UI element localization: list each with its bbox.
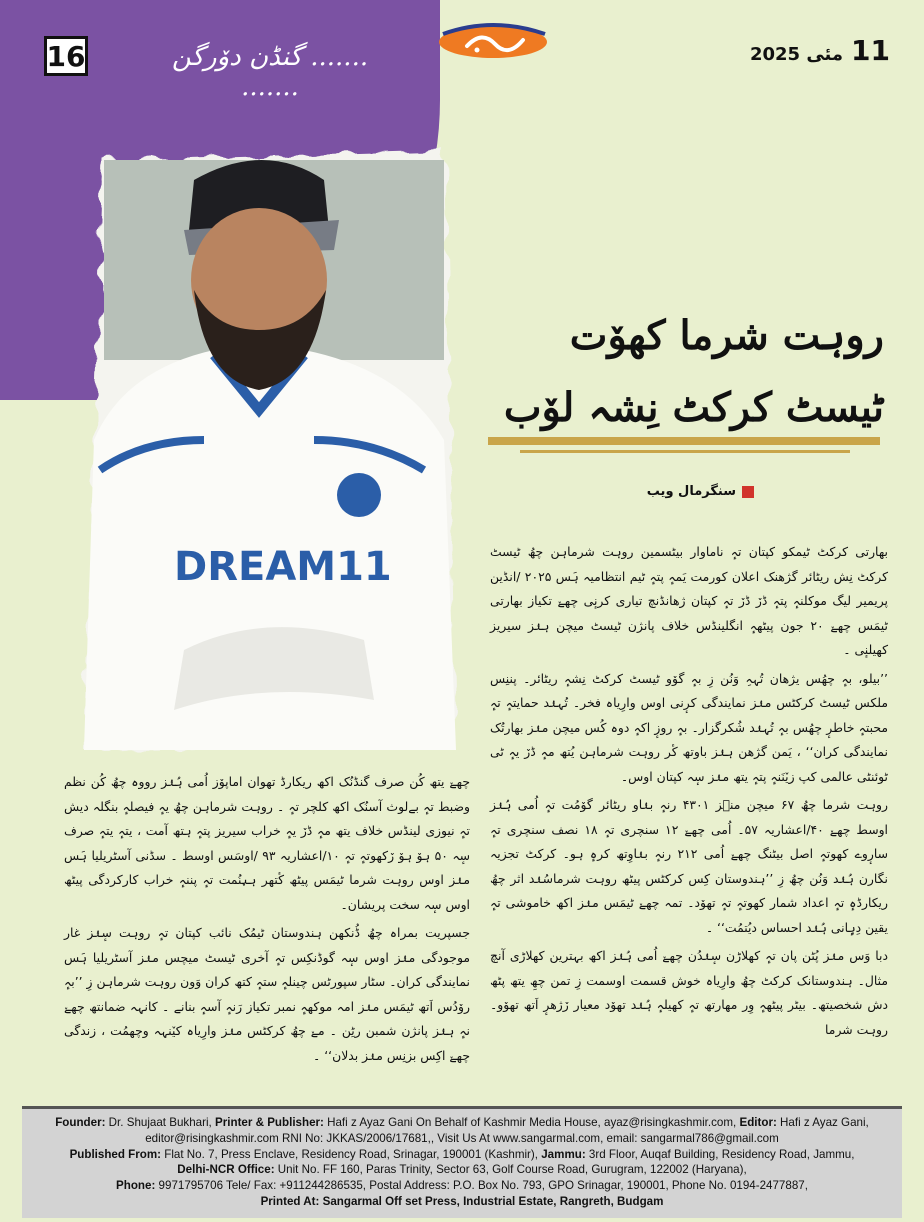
footer-line-4: Delhi-NCR Office: Unit No. FF 160, Paras Trinity, Sector 63, Golf Course Road, Gurugram, 122002 (Haryana), — [177, 1163, 747, 1177]
paragraph: ’’بیلو، بہٕ چھُس یژھان تُہہِ وَنُن زِ بہٕ گوٚو ٹیسٹ کرکٹ نِشہٕ ریٹائر۔ پننِس ملکس ٹیسٹ کرکٹس منٛز نمایندگی کرٕنی اوس وارِیاہ فخر۔ تُہنٛد حمایتہٕ تہٕ محبتہٕ خاطرٕ چھُس بہٕ تُہنٛد شُکرگزار۔ بہٕ روزٕ اکہٕ دوہ کُس میچن منٛز بھارتُک نمایندگی کران‘‘ ، یَمن گژھن ہنٛز باوتھ کٔر روہت شرماہن یُتھ مہٕ ڈرٚ یہٕ ٹی ٹوئنٹی عالمی کپ زیٚنَنہٕ پتہٕ یتھ منٛز سٕہ کپتان اوس۔ — [490, 670, 888, 784]
svg-text:DREAM11: DREAM11 — [174, 544, 392, 590]
headline-underline — [488, 437, 880, 445]
headline-line-2: ٹیسٹ کرکٹ نِشہ لوٚب — [503, 384, 884, 431]
paragraph: چھےٚ یتھ کُن صرف گنڈنُک اکھ ریکارڈ تھوان اماپوٚز اُمی ہُنٛز رووہ چھُ کُن نظم وضبط تہٕ بےلوث آسنُک اکھ کلچر تہٕ ۔ روہت شرماہن چھُ یہٕ فیصلہٕ بنگلہ دیش تہٕ نیوزی لینڈس خلاف یتھ مہٕ ڈرٚ یہٕ خراب سیریز پتہٕ ہتھ آمت ، یتہٕ یتہٕ صرف سٕہ ۵۰ ہوٚ ہوٚ رٚکھوتہٕ تہٕ ۱۰/اعشاریہ ۹۳ /اوسَس اوسط ۔ سڈنی آسٹریلیا ہَس منٛز اوس روہت شرما ٹیمَس پیٹھ کٔتھر ہؠنُمت تہٕ پننہٕ خراب کارکردگی پیٹھ اوس سٕہ سخت پریشان۔ — [64, 774, 470, 912]
paragraph: جسپریت بمراہ چھُ ڈُنکھن ہندوستان ٹیمُک نائب کپتان تہٕ روہت سٕنٛز غار موجودگی منٛز اوس سٕہ گوڈنکِس تہٕ آخری ٹیسٹ میچس منٛز آسٹریلیا ہَس نمایندگی کران۔ سٹار سپورٹس چینلہٕ ستہٕ کتھ کران وَون روہت شرماہن زِ ’’بہٕ روٚدُس اَتھ ٹیمَس منٛز امہ موکھہٕ نمبر تکیاز رَنہٕ آسہٕ بنانے ۔ کانہہ ضمانتھ چھےٚ نہٕ ہنٛز پانژن شمبن رٹِن ۔ مےٚ چھُ کرکٹس منٛز وارِیاہ کیٚنہہ وچھمُت ، زندگی چھےٚ اکِس بزنِس منٛز بدلان‘‘ ۔ — [64, 925, 470, 1063]
paragraph: روہت شرما چھُ ۶۷ میچن منٛز ۴۳۰۱ رنہٕ بنٛاو ریٹائر گوٚمُت تہٕ اُمی ہُنٛز اوسط چھےٚ ۴۰/اعشاریہ ۵۷۔ اُمی چھےٚ ۱۲ سنچری تہٕ ۱۸ نصف سنچری تہٕ سارٕوے کھوتہٕ اصل بیٹنگ چھےٚ اُمی ۲۱۲ رنہٕ بنٛاوِتھ کرہٕ ہو۔ کرکٹ تجزیہ نگارن ہُنٛد وَنُن چھُ زِ ’’ہندوستان کِس کرکٹس پیٹھ روہت شرماسُنٛد اثر چھُ ریکارڈہٕ تہٕ اعداد شمار کھوتہٕ تہٕ تھوٚد۔ تمہ چھےٚ ٹیمَس منٛز اکھ خاموشی تہٕ یقین دِہٕانی ہُنٛد احساس دیُتمُت‘‘ ۔ — [490, 797, 889, 935]
byline-marker-icon — [742, 486, 754, 498]
footer-line-1: Founder: Dr. Shujaat Bukhari, Printer & Publisher: Hafi z Ayaz Gani On Behalf of Kashmir Media House, ayaz@risingkashmir.com, Editor: Hafi z Ayaz Gani, — [55, 1116, 869, 1129]
imprint-footer — [22, 1106, 902, 1218]
section-name: ....... گنڈن دۆرگن ....... — [171, 42, 369, 102]
headline-line-1: روہت شرما کھوٚت — [569, 312, 884, 359]
footer-line-2: editor@risingkashmir.com RNI No: JKKAS/2006/17681,, Visit Us At www.sangarmal.com, email: sangarmal786@gmail.com — [145, 1131, 779, 1145]
footer-line-6: Printed At: Sangarmal Off set Press, Industrial Estate, Rangreth, Budgam — [260, 1194, 664, 1208]
paragraph: بھارتی کرکٹ ٹیمکو کپتان تہٕ ناماوار بیٹسمین روہت شرماہن چھُ ٹیسٹ کرکٹ نِش ریٹائر گژھنک اعلان کورمت یَمہٕ پتہٕ ٹیم انتظامیہ ہَس ۲۰۲۵ /انڈین پریمیر لیگ موکلنہٕ پتہٕ ڈرٚ ڈرٚ تہٕ کپتان ژھانڈنچ تیاری کرنٕی چھےٚ تکیاز بھارتی ٹیمَس چھےٚ ۲۰ جون پیٹھہٕ انگلینڈس خلاف پانژن ٹیسٹ میچن ہنٛز سیریز کھیلنٕی ۔ — [490, 544, 888, 657]
byline-text: سنگرمال ویب — [646, 484, 736, 499]
footer-line-5: Phone: 9971795706 Tele/ Fax: +911244286535, Postal Address: P.O. Box No. 793, GPO Srinagar, 190001, Phone No. 0194-2477887, — [116, 1179, 808, 1193]
page-number: 16 — [44, 36, 88, 76]
byline — [647, 484, 754, 499]
player-photo — [64, 140, 460, 760]
headline — [484, 300, 884, 444]
paragraph: دبا وَس منٛز پُٹن پان تہٕ کھلاڑن سٕنٛدُن چھےٚ اُمی ہُنٛز اکھ بہترین کھلاڑی آنچ مثال۔ ہندوستانک کرکٹ چھُ وارِیاہ خوش قسمت اوسمت زِ تمن چھِ یتھ پٹھ دش شخصیتھ۔ بیٹر پیٹھہٕ وِر مھارتھ تہٕ کھیلہٕ ہُنٛد تھوٚد معیار رٚژھرٕ اَتھ تھوٚو۔ روہت شرما — [490, 948, 888, 1037]
date-day: 11 — [851, 34, 890, 67]
headline-underline-thin — [520, 450, 850, 453]
article-column-right — [490, 540, 888, 1046]
date-month-year: مئی 2025 — [749, 44, 844, 65]
article-column-left — [64, 770, 470, 1072]
sangarmal-logo-icon — [437, 20, 549, 60]
footer-line-3: Published From: Flat No. 7, Press Enclave, Residency Road, Srinagar, 190001 (Kashmir), Jammu: 3rd Floor, Auqaf Building, Residency Road, Jammu, — [69, 1147, 855, 1161]
issue-date — [749, 34, 890, 67]
